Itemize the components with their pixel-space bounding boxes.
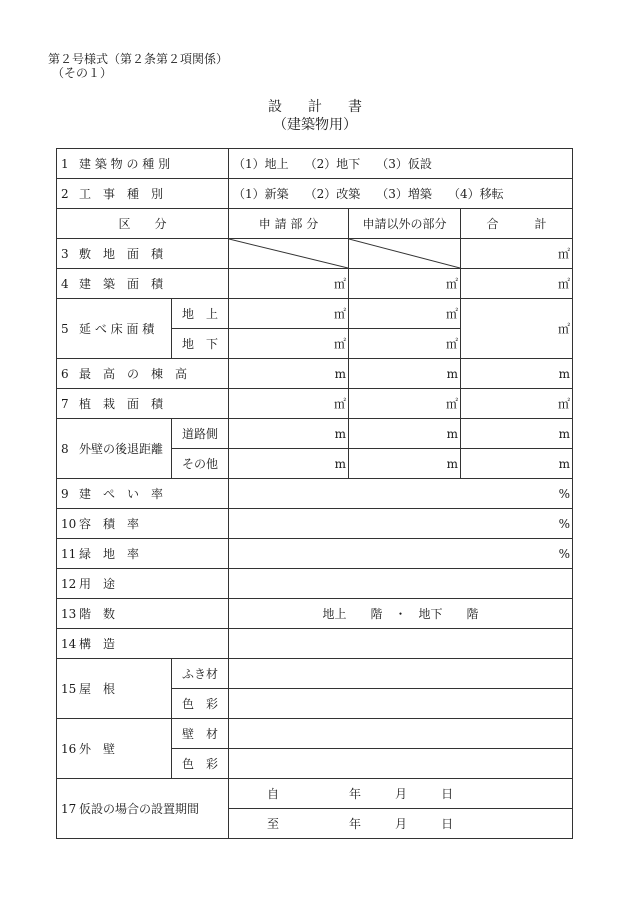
row-number: 13	[61, 607, 77, 621]
other-cell[interactable]: ㎡	[349, 269, 461, 299]
diagonal-cell	[229, 239, 349, 269]
row-number: 10	[61, 517, 77, 531]
row-label: 外 壁	[79, 742, 116, 756]
option-new-build[interactable]: （1）新築	[233, 187, 289, 201]
header-other-part: 申請以外の部分	[349, 209, 461, 239]
value-cell[interactable]	[229, 719, 573, 749]
row-floor-area-ratio	[57, 509, 573, 539]
sub-label: 色 彩	[172, 689, 229, 719]
other-cell[interactable]: m	[349, 419, 461, 449]
header-total: 合 計	[461, 209, 573, 239]
option-extension[interactable]: （3）増築	[376, 187, 432, 201]
row-green-ratio	[57, 539, 573, 569]
row-number: 16	[61, 742, 77, 756]
other-cell[interactable]: m	[349, 359, 461, 389]
row-label: 建 ぺ い 率	[79, 487, 164, 501]
option-temporary[interactable]: （3）仮設	[376, 157, 432, 171]
row-number: 1	[61, 157, 69, 171]
row-number: 9	[61, 487, 69, 501]
row-label: 建 築 物 の 種 別	[79, 157, 171, 171]
row-number: 5	[61, 322, 69, 336]
sub-label: 道路側	[172, 419, 229, 449]
sub-label: その他	[172, 449, 229, 479]
row-roof-material	[57, 659, 573, 689]
row-number: 8	[61, 442, 69, 456]
row-label: 工 事 種 別	[79, 187, 164, 201]
row-site-area	[57, 239, 573, 269]
row-number: 2	[61, 187, 69, 201]
value-cell[interactable]	[229, 659, 573, 689]
row-structure	[57, 629, 573, 659]
value-cell[interactable]: %	[229, 479, 573, 509]
row-label: 容 積 率	[79, 517, 140, 531]
row-planting-area	[57, 389, 573, 419]
value-cell[interactable]	[229, 569, 573, 599]
row-number: 12	[61, 577, 77, 591]
option-above-ground[interactable]: （1）地上	[233, 157, 289, 171]
row-wall-material	[57, 719, 573, 749]
row-label: 屋 根	[79, 682, 116, 696]
applied-cell[interactable]: m	[229, 419, 349, 449]
value-cell[interactable]: %	[229, 509, 573, 539]
other-cell[interactable]: m	[349, 449, 461, 479]
row-setback-road	[57, 419, 573, 449]
applied-cell[interactable]: m	[229, 359, 349, 389]
option-underground[interactable]: （2）地下	[304, 157, 361, 171]
other-cell[interactable]: ㎡	[349, 389, 461, 419]
row-building-type	[57, 149, 573, 179]
other-cell[interactable]: ㎡	[349, 329, 461, 359]
total-cell[interactable]: m	[461, 449, 573, 479]
applied-cell[interactable]: m	[229, 449, 349, 479]
row-use	[57, 569, 573, 599]
row-floor-area-above	[57, 299, 573, 329]
row-column-headers	[57, 209, 573, 239]
value-cell[interactable]	[229, 689, 573, 719]
total-cell[interactable]: ㎡	[461, 389, 573, 419]
total-cell[interactable]: ㎡	[461, 239, 573, 269]
row-number: 11	[61, 547, 77, 561]
other-cell[interactable]: ㎡	[349, 299, 461, 329]
form-number: 第２号様式（第２条第２項関係）	[48, 52, 229, 66]
sub-label: ふき材	[172, 659, 229, 689]
row-label: 植 栽 面 積	[79, 397, 164, 411]
row-label: 構 造	[79, 637, 116, 651]
row-temporary-period-from	[57, 779, 573, 809]
row-coverage-ratio	[57, 479, 573, 509]
applied-cell[interactable]: ㎡	[229, 299, 349, 329]
applied-cell[interactable]: ㎡	[229, 269, 349, 299]
document-subtitle: （建築物用）	[273, 117, 357, 133]
value-cell[interactable]	[229, 749, 573, 779]
row-number: 6	[61, 367, 69, 381]
row-work-type	[57, 179, 573, 209]
row-label: 用 途	[79, 577, 116, 591]
value-cell[interactable]: %	[229, 539, 573, 569]
date-from-cell[interactable]: 自 年 月 日	[229, 779, 573, 809]
row-number: 15	[61, 682, 77, 696]
row-number: 4	[61, 277, 69, 291]
design-form-table	[56, 148, 573, 839]
row-floors	[57, 599, 573, 629]
option-relocation[interactable]: （4）移転	[447, 187, 504, 201]
row-label: 敷 地 面 積	[79, 247, 164, 261]
value-cell[interactable]: 地上 階 ・ 地下 階	[229, 599, 573, 629]
date-to-cell[interactable]: 至 年 月 日	[229, 809, 573, 839]
sub-label: 地 下	[172, 329, 229, 359]
applied-cell[interactable]: ㎡	[229, 389, 349, 419]
total-cell[interactable]: m	[461, 419, 573, 449]
total-cell[interactable]: ㎡	[461, 269, 573, 299]
header-category: 区 分	[57, 209, 229, 239]
value-cell[interactable]	[229, 629, 573, 659]
row-label: 外壁の後退距離	[79, 442, 164, 456]
sub-label: 地 上	[172, 299, 229, 329]
row-label: 仮設の場合の設置期間	[79, 802, 200, 816]
applied-cell[interactable]: ㎡	[229, 329, 349, 359]
row-label: 最 高 の 棟 高	[79, 367, 188, 381]
document-title: 設計書	[268, 99, 388, 115]
header-applied-part: 申 請 部 分	[229, 209, 349, 239]
row-number: 14	[61, 637, 77, 651]
total-cell[interactable]: ㎡	[461, 299, 573, 359]
total-cell[interactable]: m	[461, 359, 573, 389]
sub-label: 色 彩	[172, 749, 229, 779]
sub-label: 壁 材	[172, 719, 229, 749]
row-number: 3	[61, 247, 69, 261]
row-label: 建 築 面 積	[79, 277, 164, 291]
option-rebuild[interactable]: （2）改築	[304, 187, 361, 201]
row-label: 延 べ 床 面 積	[79, 322, 155, 336]
row-number: 17	[61, 802, 77, 816]
row-label: 緑 地 率	[79, 547, 140, 561]
form-part: （その１）	[52, 66, 113, 80]
row-max-height	[57, 359, 573, 389]
row-number: 7	[61, 397, 69, 411]
row-label: 階 数	[79, 607, 116, 621]
diagonal-cell	[349, 239, 461, 269]
row-building-area	[57, 269, 573, 299]
